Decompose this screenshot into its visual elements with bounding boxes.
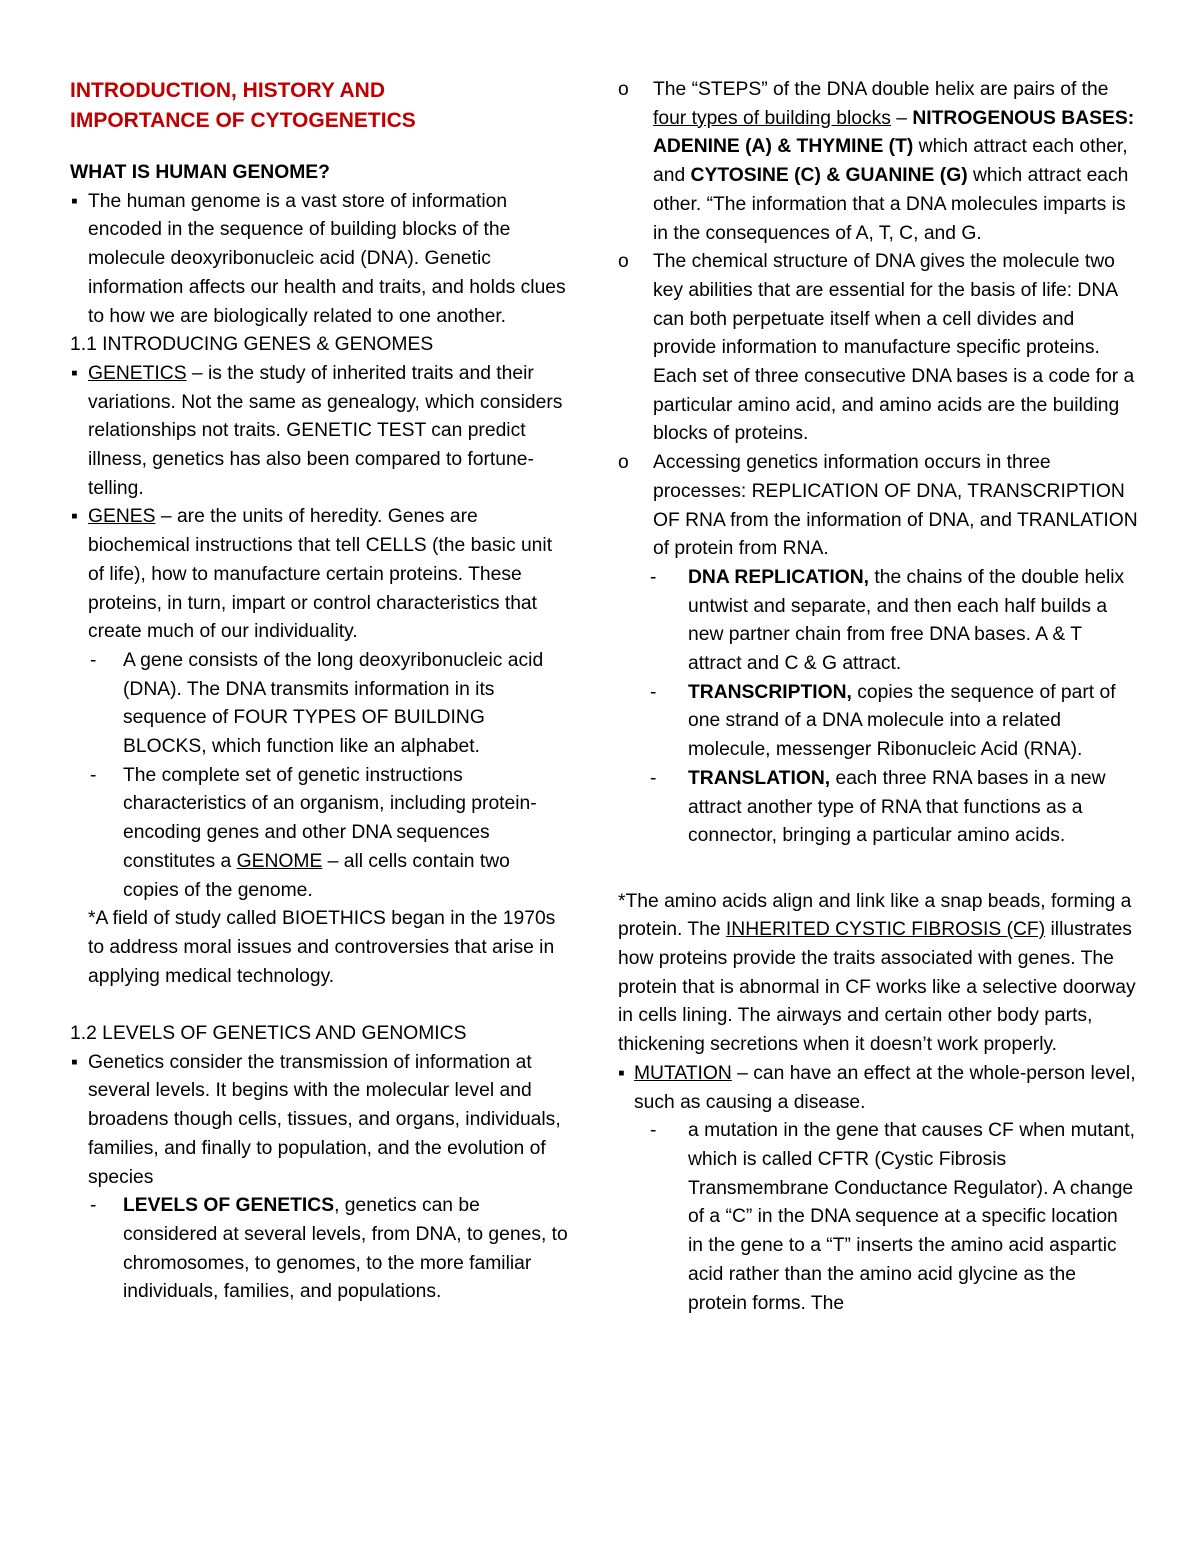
chemical-structure-item: o The chemical structure of DNA gives the molecule two key abilities that are essential for the basis of life: DNA can both perpetuate itself when a cell divides and provide information to manufacture specific proteins. Each set of three consecutive DNA bases is a code for a particular amino acid, and amino acids are the building blocks of proteins. (618, 248, 1138, 449)
amino-post: illustrates how proteins provide the traits associated with genes. The protein that is abnormal in CF works like a selective doorway in cells lining. The airways and certain other body parts, thickening secretions when it doesn’t work properly. (618, 919, 1136, 1056)
amino-acids-paragraph (618, 888, 1138, 1060)
levels-paragraph: ▪ Genetics consider the transmission of information at several levels. It begins with the molecular level and broadens though cells, tissues, and organs, individuals, families, and finally to population, and the evolution of species (70, 1049, 570, 1193)
mutation-text: – can have an effect at the whole-person level, such as causing a disease. (634, 1062, 1136, 1113)
cftr-item: - a mutation in the gene that causes CF when mutant, which is called CFTR (Cystic Fibrosis Transmembrane Conductance Regulator). A change of a “C” in the DNA sequence at a specific location in the gene to a “T” inserts the amino acid aspartic acid rather than the amino acid glycine as the protein forms. The (618, 1117, 1138, 1318)
steps-pre: The “STEPS” of the DNA double helix are pairs of the (653, 79, 1109, 100)
genetics-term: GENETICS (88, 362, 187, 384)
replication-text: the chains of the double helix untwist and separate, and then each half builds a new partner chain from free DNA bases. A & T attract and C & G attract. (688, 566, 1125, 675)
section-1-2-heading: 1.2 LEVELS OF GENETICS AND GENOMICS (70, 1023, 467, 1045)
transcription-item (618, 679, 1138, 765)
title-line-2: IMPORTANCE OF CYTOGENETICS (70, 109, 416, 132)
left-column (70, 76, 570, 1307)
spacer (70, 991, 570, 1020)
genome-item (70, 762, 570, 906)
section-1-1-heading: 1.1 INTRODUCING GENES & GENOMES (70, 334, 434, 356)
transcription-term: TRANSCRIPTION, (688, 681, 852, 703)
cf-term: INHERITED CYSTIC FIBROSIS (CF) (725, 919, 1046, 941)
gene-consists-item: - A gene consists of the long deoxyribonucleic acid (DNA). The DNA transmits information in its sequence of FOUR TYPES OF BUILDING BLOCKS, which function like an alphabet. (70, 647, 570, 762)
human-genome-heading: WHAT IS HUMAN GENOME? (70, 162, 330, 183)
levels-of-genetics-item (70, 1192, 570, 1307)
mutation-term: MUTATION (634, 1062, 732, 1084)
translation-item (618, 765, 1138, 851)
transcription-text: copies the sequence of part of one strand of a DNA molecule into a related molecule, messenger Ribonucleic Acid (RNA). (688, 681, 1116, 761)
accessing-item: o Accessing genetics information occurs in three processes: REPLICATION OF DNA, TRANSCRIPTION OF RNA from the information of DNA, and TRANLATION of protein from RNA. (618, 449, 1138, 564)
mutation-definition (618, 1060, 1138, 1117)
steps-dash: – (890, 107, 913, 129)
translation-text: each three RNA bases in a new attract another type of RNA that functions as a connector, bringing a particular amino acids. (688, 767, 1106, 847)
bioethics-note: *A field of study called BIOETHICS began in the 1970s to address moral issues and controversies that arise in applying medical technology. (88, 908, 556, 987)
genome-post: – all cells contain two copies of the genome. (123, 850, 510, 901)
human-genome-paragraph: ▪ The human genome is a vast store of information encoded in the sequence of building blocks of the molecule deoxyribonucleic acid (DNA). Genetic information affects our health and traits, and holds clues to how we are biologically related to one another. (70, 188, 570, 332)
steps-underlined: four types of building blocks (653, 107, 891, 129)
genes-definition (70, 503, 570, 647)
genetics-definition (70, 360, 570, 504)
genes-term: GENES (88, 506, 156, 528)
steps-mid: which attract each other, and (653, 136, 1128, 187)
steps-item (618, 76, 1138, 248)
document-title (70, 76, 570, 136)
genes-text: – are the units of heredity. Genes are biochemical instructions that tell CELLS (the basic unit of life), how to manufacture certain proteins. These proteins, in turn, impart or control characteristics that create much of our individuality. (88, 506, 553, 643)
steps-post: which attract each other. “The information that a DNA molecules imparts is in the consequences of A, T, C, and G. (653, 165, 1129, 244)
genome-term: GENOME (236, 850, 323, 872)
replication-term: DNA REPLICATION, (688, 566, 870, 588)
genome-pre: The complete set of genetic instructions characteristics of an organism, including protein-encoding genes and other DNA sequences constitutes a (123, 764, 537, 872)
translation-term: TRANSLATION, (688, 767, 831, 789)
steps-bold-1: NITROGENOUS BASES: ADENINE (A) & THYMINE (T) (653, 107, 1135, 158)
levels-def: , genetics can be considered at several levels, from DNA, to genes, to chromosomes, to genomes, to the more familiar individuals, families, and populations. (123, 1195, 568, 1303)
amino-pre: *The amino acids align and link like a snap beads, forming a protein. The (618, 890, 1132, 941)
levels-term: LEVELS OF GENETICS (123, 1195, 335, 1217)
replication-item (618, 564, 1138, 679)
right-column (618, 76, 1138, 1318)
spacer (618, 851, 1138, 880)
title-line-1: INTRODUCTION, HISTORY AND (70, 79, 386, 102)
genetics-text: – is the study of inherited traits and their variations. Not the same as genealogy, which considers relationships not traits. GENETIC TEST can predict illness, genetics has also been compared to fortune-telling. (88, 362, 563, 499)
steps-bold-2: CYTOSINE (C) & GUANINE (G) (690, 165, 968, 187)
